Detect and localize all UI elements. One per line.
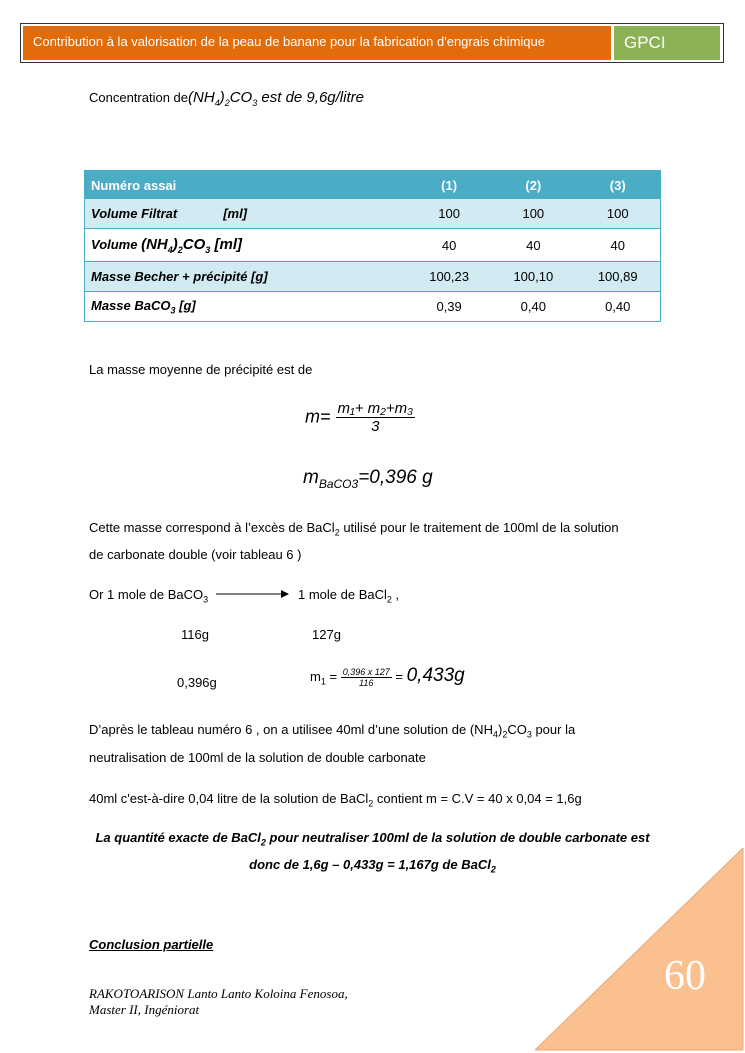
- table-header-cell: (3): [575, 171, 660, 200]
- arrow-icon: [215, 588, 290, 600]
- table-cell: 100: [491, 199, 575, 229]
- mean-mass-fraction: $\frac{\text{m₁+ m₂+m₃}}{3}$: [337, 400, 414, 435]
- table-header-cell: Numéro assai: [85, 171, 408, 200]
- m1-result: 0,433g: [406, 665, 465, 686]
- m1-equation: $m_1$ = $\frac{0,396 x 127}{116}$ = 0,433g: [310, 665, 465, 689]
- table-cell: 100,23: [407, 262, 491, 292]
- table-cell: 40: [491, 229, 575, 262]
- table-cell: 40: [407, 229, 491, 262]
- table-row: [85, 199, 661, 229]
- result-statement-line1: La quantité exacte de BaCl$_2$ pour neutraliser 100ml de la solution de double carbonate est: [95, 830, 650, 848]
- page-number: 60: [664, 953, 706, 999]
- table-header-row: [85, 171, 661, 200]
- mole-right: 1 mole de BaCl$_2$ ,: [298, 587, 400, 605]
- page-corner-triangle: [535, 848, 745, 1053]
- paragraph-excess-line1: Cette masse correspond à l’excès de BaCl$_2$ utilisé pour le traitement de 100ml de la solution: [89, 520, 619, 538]
- paragraph-bacl2: 40ml c'est-à-dire 0,04 litre de la solution de BaCl$_2$ contient m = C.V = 40 x 0,04 = 1,6g: [89, 791, 582, 809]
- table-cell: 100,10: [491, 262, 575, 292]
- header-tag: GPCI: [624, 33, 666, 52]
- mass-intro: La masse moyenne de précipité est de: [89, 362, 313, 377]
- paragraph-excess-line2: de carbonate double (voir tableau 6 ): [89, 547, 302, 562]
- table-cell: 40: [575, 229, 660, 262]
- result-statement-line2: donc de 1,6g – 0,433g = 1,167g de BaCl$_2$: [249, 857, 496, 875]
- mean-mass-equation: m= $\frac{\text{m₁+ m₂+m₃}}{3}$: [305, 400, 414, 435]
- mass-127: 127g: [312, 627, 341, 642]
- table-row-label: Volume Filtrat [ml]: [85, 199, 408, 229]
- mass-0396: 0,396g: [177, 675, 217, 690]
- table-row-label: Volume $(NH_4)_2CO_3$ [ml]: [85, 229, 408, 262]
- paragraph-tableau-line2: neutralisation de 100ml de la solution de double carbonate: [89, 750, 426, 765]
- table-row-label: Masse BaCO$_3$ [g]: [85, 292, 408, 322]
- conclusion-heading: Conclusion partielle: [89, 937, 214, 952]
- table-cell: 0,40: [491, 292, 575, 322]
- mass-result-equation: $m_{BaCO3}=0,396$ g: [303, 467, 433, 491]
- header-title-box: [23, 26, 611, 60]
- mole-left: Or 1 mole de BaCO$_3$: [89, 587, 209, 605]
- table-row: [85, 292, 661, 322]
- results-table: [84, 170, 661, 322]
- footer-author: RAKOTOARISON Lanto Lanto Koloina Fenosoa,: [89, 986, 348, 1001]
- m1-fraction: $\frac{0,396 x 127}{116}$: [342, 667, 390, 689]
- mass-116: 116g: [181, 627, 209, 642]
- table-cell: 100,89: [575, 262, 660, 292]
- page-header: [20, 23, 724, 63]
- header-tag-box: [614, 26, 720, 60]
- paragraph-tableau-line1: D’après le tableau numéro 6 , on a utilisee 40ml d’une solution de $(NH_4)_2CO_3$ pour la: [89, 722, 576, 740]
- table-header-cell: (2): [491, 171, 575, 200]
- table-cell: 100: [575, 199, 660, 229]
- table-row: [85, 229, 661, 262]
- table-cell: 100: [407, 199, 491, 229]
- table-cell: 0,39: [407, 292, 491, 322]
- table-row: [85, 262, 661, 292]
- footer-degree: Master II, Ingéniorat: [89, 1002, 200, 1017]
- concentration-formula: $(NH_4)_2CO_3$ est de 9,6g/litre: [188, 89, 364, 108]
- concentration-line: Concentration $de(NH_4)_2CO_3$ est de 9,6g/litre: [89, 89, 364, 108]
- table-row-label: Masse Becher + précipité [g]: [85, 262, 408, 292]
- header-title: Contribution à la valorisation de la peau de banane pour la fabrication d'engrais chimique: [33, 34, 545, 49]
- table-cell: 0,40: [575, 292, 660, 322]
- table-header-cell: (1): [407, 171, 491, 200]
